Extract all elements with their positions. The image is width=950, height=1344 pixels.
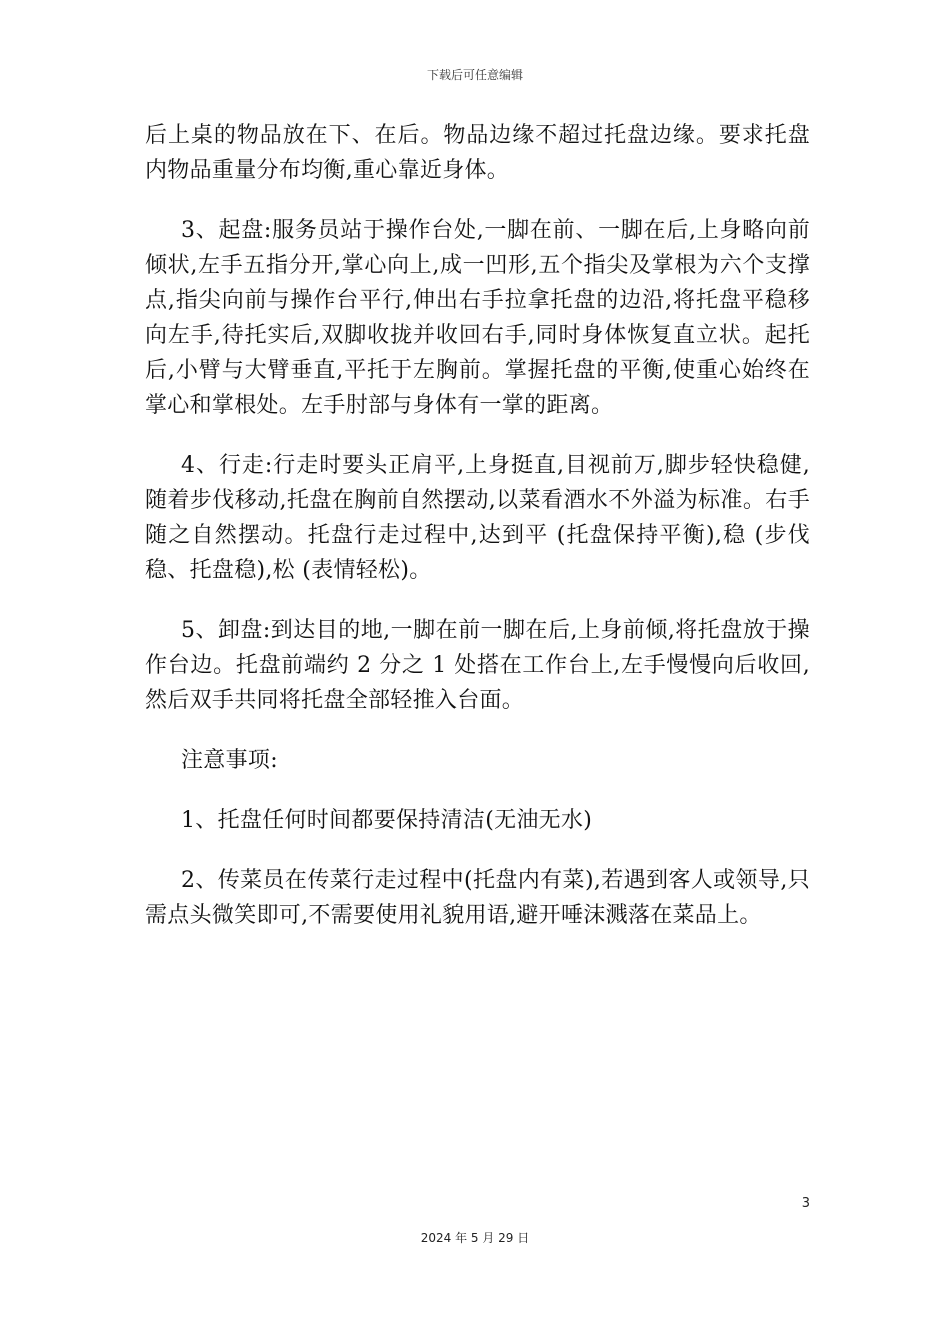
note-item-2: 2、传菜员在传菜行走过程中(托盘内有菜),若遇到客人或领导,只需点头微笑即可,不需要使用礼貌用语,避开唾沫溅落在菜品上。 [145,868,810,928]
paragraph-step-3-lift-tray: 3、起盘:服务员站于操作台处,一脚在前、一脚在后,上身略向前倾状,左手五指分开,掌心向上,成一凹形,五个指尖及掌根为六个支撑点,指尖向前与操作台平行,伸出右手拉拿托盘的边沿,将托盘平稳移向左手,待托实后,双脚收拢并收回右手,同时身体恢复直立状。起托后,小臂与大臂垂直,平托于左胸前。掌握托盘的平衡,使重心始终在掌心和掌根处。左手肘部与身体有一掌的距离。 [145,218,810,418]
header-note: 下载后可任意编辑 [426,68,523,82]
paragraph-step-5-unload-tray: 5、卸盘:到达目的地,一脚在前一脚在后,上身前倾,将托盘放于操作台边。托盘前端约 2 分之 1 处搭在工作台上,左手慢慢向后收回,然后双手共同将托盘全部轻推入台面。 [145,618,810,713]
notes-heading: 注意事项: [181,748,278,773]
paragraph-continuation: 后上桌的物品放在下、在后。物品边缘不超过托盘边缘。要求托盘内物品重量分布均衡,重心靠近身体。 [145,123,810,183]
note-item-1: 1、托盘任何时间都要保持清洁(无油无水) [181,808,593,833]
paragraph-step-4-walk: 4、行走:行走时要头正肩平,上身挺直,目视前万,脚步轻快稳健,随着步伐移动,托盘在胸前自然摆动,以菜看酒水不外溢为标准。右手随之自然摆动。托盘行走过程中,达到平 (托盘保持平衡),稳 (步伐稳、托盘稳),松 (表情轻松)。 [145,453,810,583]
page-number: 3 [801,1196,810,1211]
body-text [145,118,810,958]
footer-date: 2024 年 5 月 29 日 [420,1231,530,1245]
